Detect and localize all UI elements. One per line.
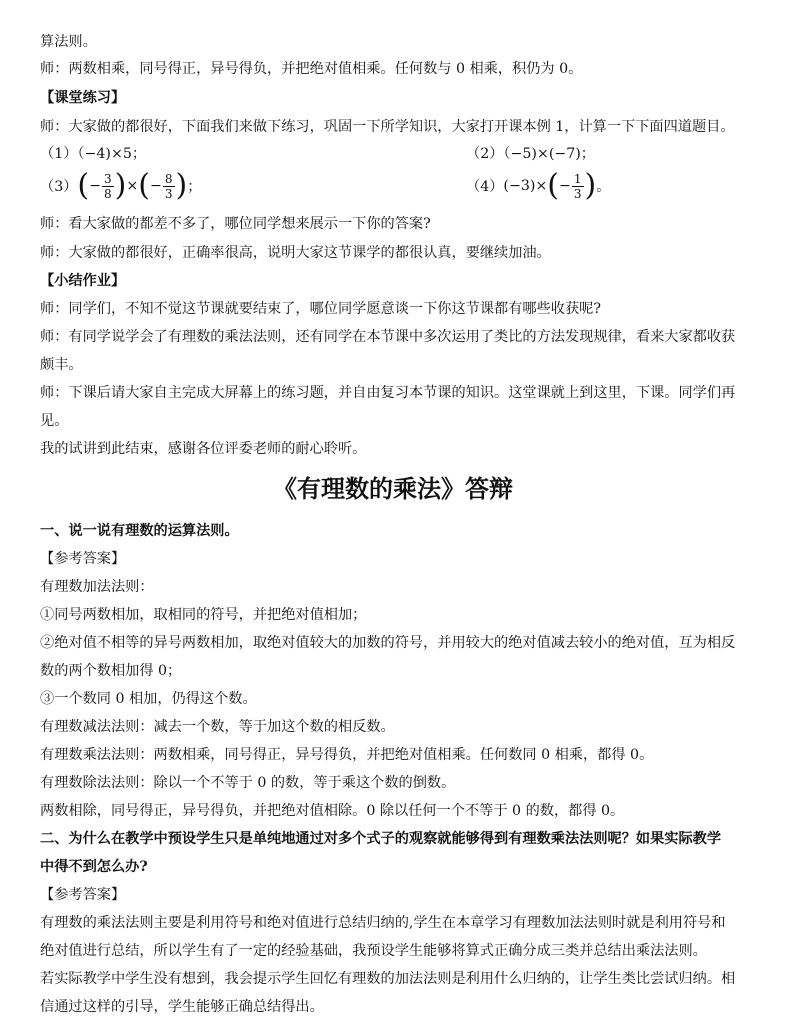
paren-open: (	[547, 168, 559, 203]
reference-answer-label: 【参考答案】	[40, 551, 126, 567]
question-1: 一、说一说有理数的运算法则。	[40, 523, 239, 539]
paren-close: )	[584, 168, 597, 203]
paren-open: (	[77, 168, 90, 203]
fraction-numerator: 8	[164, 171, 173, 186]
fraction-denominator: 3	[164, 186, 173, 201]
paren-open: (	[138, 168, 150, 203]
exercise-2: （2）（−5)×(−7)；	[466, 146, 595, 162]
text-line: 绝对值进行总结，所以学生有了一定的经验基础，我预设学生能够将算式正确分成三类并总结出乘法法则。	[40, 943, 707, 959]
exercise-4	[466, 166, 610, 206]
text-line: 师：两数相乘，同号得正，异号得负，并把绝对值相乘。任何数与 0 相乘，积仍为 0。	[40, 61, 583, 77]
minus-sign: −	[89, 178, 102, 194]
text-line: 颇丰。	[40, 357, 83, 373]
text-line: 算法则。	[40, 34, 97, 50]
minus-sign: −	[559, 178, 571, 194]
text-line: 有理数的乘法法则主要是利用符号和绝对值进行总结归纳的,学生在本章学习有理数加法法则时就是利用符号和	[40, 915, 726, 931]
times-sign: ×	[535, 178, 548, 194]
text-line: 若实际教学中学生没有想到，我会提示学生回忆有理数的加法法则是利用什么归纳的，让学生类比尝试归纳。相	[40, 971, 736, 987]
text-line: 见。	[40, 413, 69, 429]
exercise-3	[40, 166, 201, 206]
fraction-denominator: 3	[573, 186, 582, 201]
text-line: 两数相除，同号得正，异号得负，并把绝对值相除。0 除以任何一个不等于 0 的数，都得 0。	[40, 803, 625, 819]
text-line: 师：下课后请大家自主完成大屏幕上的练习题，并自由复习本节课的知识。这堂课就上到这里，下课。同学们再	[40, 385, 736, 401]
text-line: 有理数减法法则：减去一个数，等于加这个数的相反数。	[40, 719, 395, 735]
exercise-1: （1）（−4)×5；	[40, 146, 147, 162]
text-line: 数的两个数相加得 0；	[40, 663, 182, 679]
text-line: 师：大家做的都很好，下面我们来做下练习，巩固一下所学知识，大家打开课本例 1，计算一下下面四道题目。	[40, 119, 735, 135]
fraction-numerator: 3	[104, 171, 112, 186]
reference-answer-label: 【参考答案】	[40, 887, 126, 903]
question-2: 二、为什么在教学中预设学生只是单纯地通过对多个式子的观察就能够得到有理数乘法法则呢？如果实际教学	[40, 831, 722, 847]
text-line: ①同号两数相加，取相同的符号，并把绝对值相加；	[40, 607, 367, 623]
text-line: 有理数乘法法则：两数相乘，同号得正，异号得负，并把绝对值相乘。任何数同 0 相乘，都得 0。	[40, 747, 654, 763]
fraction-3-8	[102, 172, 114, 201]
question-2-cont: 中得不到怎么办?	[40, 859, 148, 875]
section-heading-practice: 【课堂练习】	[40, 90, 126, 106]
page-title: 《有理数的乘法》答辩	[273, 474, 513, 503]
text-line: 师：看大家做的都差不多了，哪位同学想来展示一下你的答案?	[40, 216, 431, 232]
text-line: 师：同学们，不知不觉这节课就要结束了，哪位同学愿意谈一下你这节课都有哪些收获呢?	[40, 301, 601, 317]
exercise-end: 。	[596, 179, 611, 195]
text-line: ②绝对值不相等的异号两数相加，取绝对值较大的加数的符号，并用较大的绝对值减去较小的绝对值，互为相反	[40, 635, 736, 651]
fraction-8-3	[163, 172, 175, 201]
text-line: 师：有同学说学会了有理数的乘法法则，还有同学在本节课中多次运用了类比的方法发现规律，看来大家都收获	[40, 329, 736, 345]
text-line: 信通过这样的引导，学生能够正确总结得出。	[40, 999, 324, 1015]
fraction-denominator: 8	[104, 186, 112, 201]
text-line: 我的试讲到此结束，感谢各位评委老师的耐心聆听。	[40, 441, 367, 457]
text-line: ③一个数同 0 相加，仍得这个数。	[40, 691, 257, 707]
section-heading-summary: 【小结作业】	[40, 273, 126, 289]
fraction-numerator: 1	[573, 171, 582, 186]
times-sign: ×	[126, 178, 139, 194]
minus-sign: −	[149, 178, 162, 194]
paren-close: )	[175, 168, 188, 203]
exercise-4-first: (−3)	[503, 178, 536, 194]
exercise-end: ；	[187, 179, 202, 195]
paren-close: )	[114, 168, 127, 203]
text-line: 有理数加法法则：	[40, 579, 154, 595]
fraction-1-3	[572, 172, 584, 201]
exercise-3-label: （3）	[40, 179, 78, 195]
text-line: 有理数除法法则：除以一个不等于 0 的数，等于乘这个数的倒数。	[40, 775, 456, 791]
text-line: 师：大家做的都很好，正确率很高，说明大家这节课学的都很认真，要继续加油。	[40, 245, 551, 261]
exercise-4-label: （4）	[466, 179, 504, 195]
